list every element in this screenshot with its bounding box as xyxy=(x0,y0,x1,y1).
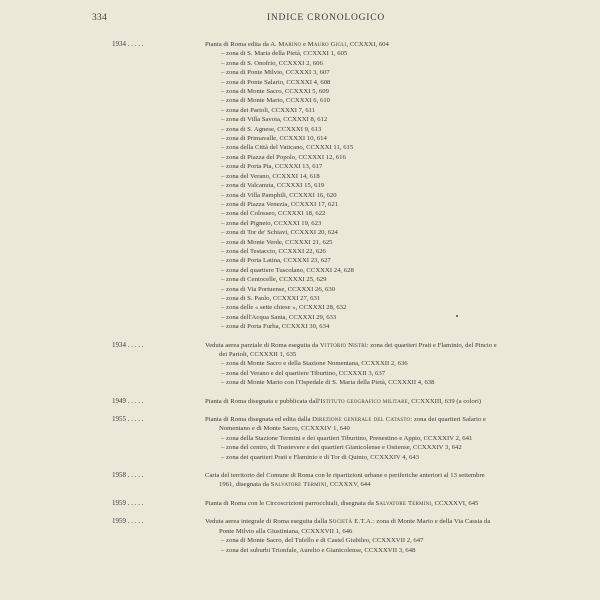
index-entry xyxy=(0,40,600,332)
sub-entry: – zona di Porta Latina, CCXXXI 23, 627 xyxy=(221,257,331,265)
sub-entry: – zona di Villa Pamphili, CCXXXI 16, 620 xyxy=(221,191,337,199)
sub-entry: – zona di Ponte Salario, CCXXXI 4, 608 xyxy=(221,78,331,86)
entry-text-segment: Pianta di Roma edita da A. xyxy=(205,41,279,48)
entry-year: 1955 . . . . . xyxy=(112,415,144,424)
entry-text-segment: Pianta di Roma disegnata e pubblicata dall' xyxy=(205,397,321,405)
entry-text-segment: e xyxy=(301,41,308,48)
entry-text-segment: , CCXXXI, 604 xyxy=(346,41,389,48)
entry-text-segment: Veduta aerea integrale di Roma eseguita dalla xyxy=(205,518,329,526)
author-name: Mauro Gigli xyxy=(307,41,347,48)
sub-entry: – zona del Verano e del quartiere Tiburtino, CCXXXII 3, 637 xyxy=(221,369,386,377)
sub-entry: – zona di Centocelle, CCXXXI 25, 629 xyxy=(221,276,327,284)
sub-entry: – zona dell'Acqua Santa, CCXXXI 29, 633 xyxy=(221,313,337,321)
page-header xyxy=(92,13,560,27)
entry-year: 1959 . . . . . xyxy=(112,498,144,507)
entry-body xyxy=(205,499,500,508)
sub-entry: – zona di Monte Verde, CCXXXI 21, 625 xyxy=(221,238,333,246)
entry-year: 1959 . . . . . xyxy=(112,517,144,526)
sub-entry: – zona del Colosseo, CCXXXI 18, 622 xyxy=(221,210,326,218)
index-entry xyxy=(0,397,600,406)
sub-entry: – zona di S. Onofrio, CCXXXI 2, 606 xyxy=(221,59,323,67)
sub-entry: – zona della Stazione Termini e dei quartieri Tiburtino, Prenestino e Appio, CCXXXIV 2, 641 xyxy=(221,434,473,442)
sub-entry: – zona di Valcanuta, CCXXXI 15, 619 xyxy=(221,182,325,190)
entry-body xyxy=(205,341,500,388)
page-speck xyxy=(456,315,458,317)
sub-entry: – zona di Monte Sacro, del Tufello e di Castel Giubileo, CCXXXVII 2, 647 xyxy=(221,537,424,545)
author-name: Salvatore Termini xyxy=(375,499,432,507)
entry-main-text xyxy=(205,499,500,508)
sub-entry: – zona di Porta Pia, CCXXXI 13, 617 xyxy=(221,163,323,171)
entry-year: 1934 . . . . . xyxy=(112,340,144,349)
sub-entry: – zona di Monte Sacro e della Stazione Nomentana, CCXXXII 2, 636 xyxy=(221,360,408,368)
entry-text-segment: Veduta aerea parziale di Roma eseguita da xyxy=(205,341,320,349)
author-name: Direzione generale del Catasto xyxy=(312,416,411,424)
sub-entry: – zona di Piazza Venezia, CCXXXI 17, 621 xyxy=(221,200,339,208)
entry-year: 1949 . . . . . xyxy=(112,396,144,405)
sub-entry: – zona di Monte Sacro, CCXXXI 5, 609 xyxy=(221,88,329,96)
sub-entry: – zona del quartiere Tuscolano, CCXXXI 24, 628 xyxy=(221,266,354,274)
sub-entry: – zona di Via Portuense, CCXXXI 26, 630 xyxy=(221,285,336,293)
entry-main-text xyxy=(205,397,500,406)
entry-text-segment: : zona di Monte Mario e della Via Cassia da Ponte Milvio alla Giustiniana, CCXXXVII 1, 646 xyxy=(219,518,491,535)
author-name: Società E.T.A. xyxy=(328,518,373,526)
sub-entry: – zona del centro, di Trastevere e dei quartieri Gianicolense e Ostiense, CCXXXIV 3, 642 xyxy=(221,444,462,452)
sub-entry: – zona dei suburbi Trionfale, Aurelio e Gianicolense, CCXXXVII 3, 648 xyxy=(221,546,416,554)
author-name: Istituto geografico militare xyxy=(320,397,408,405)
entry-main-text xyxy=(205,471,500,490)
page-number: 334 xyxy=(92,13,108,23)
sub-entry: – zona delle « sette chiese », CCXXXI 28, 632 xyxy=(221,304,347,312)
entry-text-segment: , CCXXXVI, 645 xyxy=(431,499,479,507)
sub-entry: – zona di Piazza del Popolo, CCXXXI 12, 616 xyxy=(221,153,346,161)
chronological-index xyxy=(0,40,600,564)
sub-entry: – zona di Porta Furba, CCXXXI 30, 634 xyxy=(221,323,330,331)
index-entry xyxy=(0,341,600,388)
sub-entry: – zona di Ponte Milvio, CCXXXI 3, 607 xyxy=(221,69,330,77)
author-name: Salvatore Termini xyxy=(270,481,327,489)
sub-entry: – zona di Tor de' Schiavi, CCXXXI 20, 624 xyxy=(221,229,338,237)
sub-entry: – zona della Città del Vaticano, CCXXXI 11, 615 xyxy=(221,144,354,152)
entry-text-segment: Carta del territorio del Comune di Roma con le ripartizioni urbane e periferiche anteriori al 13 settembre 1961, disegnata da xyxy=(205,472,485,489)
sub-entry: – zona del Testaccio, CCXXXI 22, 626 xyxy=(221,247,326,255)
entry-body xyxy=(205,415,500,462)
entry-year: 1958 . . . . . xyxy=(112,471,144,480)
entry-text-segment: Pianta di Roma disegnata ed edita dalla xyxy=(205,416,313,424)
entry-body xyxy=(205,471,500,490)
entry-text-segment: , CCXXXV, 644 xyxy=(326,481,371,489)
sub-entry: – zona di S. Paolo, CCXXXI 27, 631 xyxy=(221,294,321,302)
index-entry xyxy=(0,471,600,490)
entry-body xyxy=(205,517,500,555)
sub-entry: – zona di S. Agnese, CCXXXI 9, 613 xyxy=(221,125,322,133)
running-title: INDICE CRONOLOGICO xyxy=(266,13,386,23)
entry-text-segment: , CCXXXIII, 639 (a colori) xyxy=(407,397,482,405)
sub-entry: – zona del Verano, CCXXXI 14, 618 xyxy=(221,172,320,180)
entry-body xyxy=(205,397,500,406)
sub-entry: – zona di Villa Savoia, CCXXXI 8, 612 xyxy=(221,116,328,124)
sub-entry: – zona di S. Maria della Pietà, CCXXXI 1, 605 xyxy=(221,50,348,58)
entry-main-text xyxy=(205,341,500,360)
entry-body xyxy=(205,40,500,332)
entry-text-segment: : zona dei quartieri Prati e Flaminio, del Pincio e dei Parioli, CCXXXII 1, 635 xyxy=(219,341,497,358)
entry-main-text xyxy=(205,517,500,536)
index-entry xyxy=(0,415,600,462)
sub-entry: – zona dei Parioli, CCXXXI 7, 611 xyxy=(221,106,316,114)
sub-entry: – zona di Monte Mario, CCXXXI 6, 610 xyxy=(221,97,331,105)
index-entry xyxy=(0,499,600,508)
author-name: Vittorio Nistri xyxy=(319,341,367,349)
entry-main-text xyxy=(205,40,500,49)
author-name: Marino xyxy=(278,41,302,48)
index-entry xyxy=(0,517,600,555)
entry-text-segment: Pianta di Roma con le Circoscrizioni parrocchiali, disegnata da xyxy=(205,499,376,507)
sub-entry: – zona di Monte Mario con l'Ospedale di S. Maria della Pietà, CCXXXII 4, 638 xyxy=(221,379,435,387)
sub-entry: – zona di Primavalle, CCXXXI 10, 614 xyxy=(221,135,327,143)
entry-main-text xyxy=(205,415,500,434)
entry-year: 1934 . . . . . xyxy=(112,40,144,48)
sub-entry: – zona del Pigneto, CCXXXI 19, 623 xyxy=(221,219,322,227)
sub-entry: – zona dei quartieri Prati e Flaminio e di Tor di Quinto, CCXXXIV 4, 643 xyxy=(221,453,420,461)
entry-text-segment: : zona dei quartieri Salario e Nomentano e di Monte Sacro, CCXXXIV 1, 640 xyxy=(219,416,486,433)
